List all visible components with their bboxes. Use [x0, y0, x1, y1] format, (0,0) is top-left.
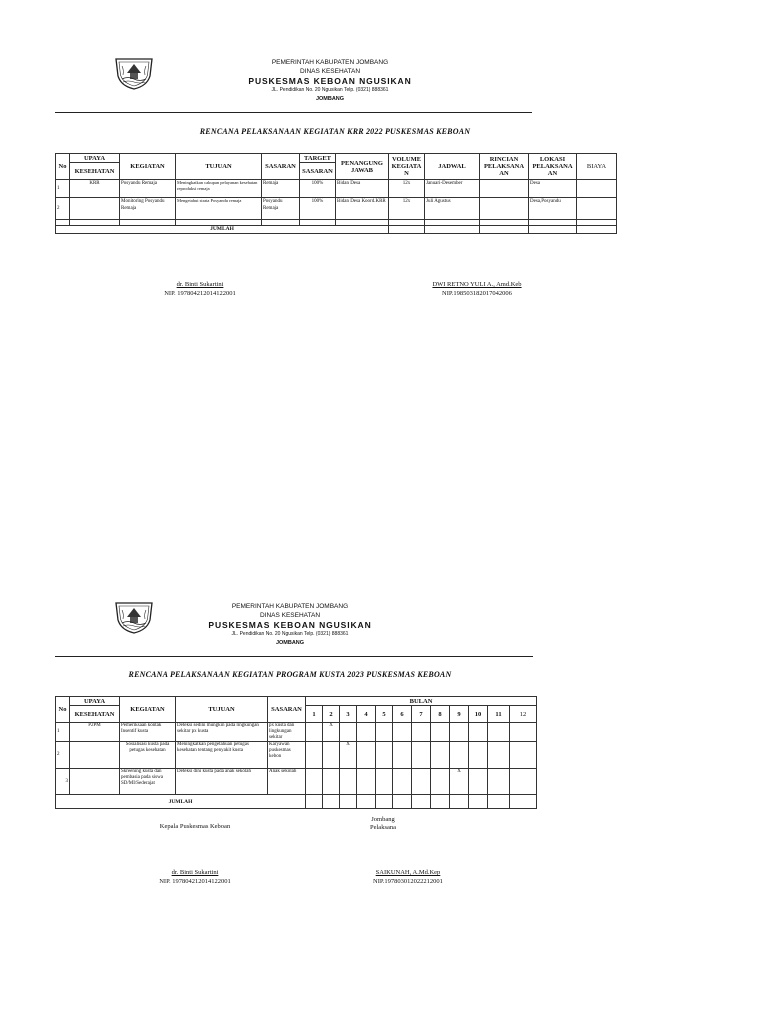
doc2-title: RENCANA PELAKSANAAN KEGIATAN PROGRAM KUSTA 2023 PUSKESMAS KEBOAN [128, 670, 452, 679]
header-no: No [56, 154, 70, 180]
signer-left-nip: NIP. 197804212014122001 [164, 290, 236, 297]
cell-month-mark [340, 723, 357, 742]
cell-volume: 12x [389, 198, 425, 220]
cell-month-mark [510, 723, 537, 742]
cell-month-mark [376, 723, 393, 742]
cell-upaya [70, 769, 120, 795]
cell-month-mark [393, 723, 412, 742]
cell-rincian [480, 180, 529, 198]
header-kesehatan: KESEHATAN [70, 706, 120, 723]
header-penanggung-jawab: PENANGUNG JAWAB [336, 154, 389, 180]
cell-month-mark [357, 723, 376, 742]
header-month: 12 [510, 706, 537, 723]
header-tujuan: TUJUAN [176, 697, 268, 723]
cell-month-mark [306, 742, 323, 769]
cell-month-mark [357, 742, 376, 769]
kop-government-line: PEMERINTAH KABUPATEN JOMBANG [271, 59, 389, 66]
cell-month-mark: X [323, 723, 340, 742]
header-month: 11 [488, 706, 510, 723]
cell-kegiatan: Pemeriksaan kontak Insentif kusta [120, 723, 176, 742]
header-rincian: RINCIAN PELAKSANA AN [480, 154, 529, 180]
cell-month-mark [393, 769, 412, 795]
cell-kegiatan: Monitoring Posyandu Remaja [120, 198, 176, 220]
cell-jadwal: Juli Agustus [425, 198, 480, 220]
header-jadwal: JADWAL [425, 154, 480, 180]
cell-biaya [577, 180, 617, 198]
header-tujuan: TUJUAN [176, 154, 262, 180]
cell-sasaran: Karyawan puskesmas kebon [268, 742, 306, 769]
header-lokasi: LOKASI PELAKSANA AN [529, 154, 577, 180]
table-row [56, 742, 537, 769]
cell-month-mark [357, 769, 376, 795]
header-month: 3 [340, 706, 357, 723]
cell-month-mark [323, 742, 340, 769]
signer-right-nip: NIP.198503182017042006 [442, 290, 512, 297]
header-month: 4 [357, 706, 376, 723]
cell-sasaran: Posyandu Remaja [262, 198, 300, 220]
cell-month-mark [488, 769, 510, 795]
table-row-total [56, 226, 617, 234]
cell-tujuan: Meningkatkan pengetahuan petugas kesehatan tentang penyakit kusta [176, 742, 268, 769]
cell-biaya [577, 198, 617, 220]
cell-penanggung-jawab: Bidan Desa Koord.KRR [336, 198, 389, 220]
header-month: 6 [393, 706, 412, 723]
cell-tujuan: Mengetahui strata Posyandu remaja [176, 198, 262, 220]
table-row [56, 723, 537, 742]
cell-tujuan: Deteksi sedini mungkin pada lingkungan sekitar px kusta [176, 723, 268, 742]
table-row [56, 769, 537, 795]
kop-address: JL. Pendidikan No. 20 Ngusikan Telp. (0321) 888361 [231, 631, 349, 637]
signer-left-name: dr. Binti Sukartini [171, 869, 219, 876]
cell-kegiatan: Posyandu Remaja [120, 180, 176, 198]
cell-month-mark [510, 742, 537, 769]
cell-month-mark [431, 742, 450, 769]
cell-upaya: P2PM [70, 723, 120, 742]
cell-month-mark [469, 723, 488, 742]
cell-no: 2 [56, 742, 70, 769]
cell-month-mark [431, 769, 450, 795]
cell-month-mark [306, 723, 323, 742]
header-sasaran: SASARAN [262, 154, 300, 180]
cell-month-mark [306, 769, 323, 795]
header-volume: VOLUME KEGIATA N [389, 154, 425, 180]
signer-right-name: SAIKUNAH, A.Md.Kep [375, 869, 441, 876]
cell-month-mark [412, 742, 431, 769]
jumlah-label: JUMLAH [56, 795, 306, 809]
cell-month-mark [431, 723, 450, 742]
cell-month-mark [412, 723, 431, 742]
cell-month-mark: X [340, 742, 357, 769]
header-target: TARGET [300, 154, 336, 163]
kusta-plan-table [55, 696, 537, 809]
kop-department-line: DINAS KESEHATAN [259, 612, 321, 619]
header-no: No [56, 697, 70, 723]
header-month: 10 [469, 706, 488, 723]
header-sasaran: SASARAN [268, 697, 306, 723]
kop-government-line: PEMERINTAH KABUPATEN JOMBANG [231, 603, 349, 610]
cell-target: 100% [300, 180, 336, 198]
cell-sasaran: Anak sekolah [268, 769, 306, 795]
cell-month-mark [450, 723, 469, 742]
cell-lokasi: Desa [529, 180, 577, 198]
krr-plan-table [55, 153, 617, 234]
header-target-sasaran: SASARAN [300, 163, 336, 180]
cell-tujuan: Deteksi dini kusta pada anak sekolah [176, 769, 268, 795]
jombang-emblem-logo [113, 54, 155, 90]
cell-target: 100% [300, 198, 336, 220]
kop-city: JOMBANG [275, 640, 305, 646]
header-month: 5 [376, 706, 393, 723]
cell-month-mark: X [450, 769, 469, 795]
table-row-total [56, 795, 537, 809]
cell-penanggung-jawab: Bidan Desa [336, 180, 389, 198]
table-row [56, 198, 617, 220]
cell-month-mark [323, 769, 340, 795]
cell-no: 1 [56, 723, 70, 742]
cell-month-mark [510, 769, 537, 795]
signer-left-nip: NIP. 197804212014122001 [159, 878, 231, 885]
signer-right-name: DWI RETNO YULI A., Amd.Keb [432, 281, 522, 288]
cell-no: 2 [56, 198, 70, 220]
cell-no: 3 [56, 769, 70, 795]
header-kesehatan: KESEHATAN [70, 163, 120, 180]
table-row [56, 180, 617, 198]
header-kegiatan: KEGIATAN [120, 154, 176, 180]
kop-puskesmas-name: PUSKESMAS KEBOAN NGUSIKAN [208, 620, 372, 630]
header-month: 9 [450, 706, 469, 723]
header-month: 8 [431, 706, 450, 723]
cell-upaya: KRR [70, 180, 120, 198]
cell-tujuan: Meningkatkan cakupan pelayanan kesehatan reproduksi remaja [176, 180, 262, 198]
cell-month-mark [469, 742, 488, 769]
signer-right-nip: NIP.197803012022212001 [373, 878, 443, 885]
cell-month-mark [376, 769, 393, 795]
kop-department-line: DINAS KESEHATAN [299, 68, 361, 75]
kop-divider-line [55, 656, 533, 657]
cell-rincian [480, 198, 529, 220]
signer-right-role: Pelaksana [370, 824, 396, 831]
cell-month-mark [488, 742, 510, 769]
kop-city: JOMBANG [315, 96, 345, 102]
header-upaya: UPAYA [70, 697, 120, 706]
jumlah-label: JUMLAH [56, 226, 389, 234]
cell-jadwal: Januari-Desember [425, 180, 480, 198]
signer-left-role: Kepala Puskesmas Keboan [159, 823, 231, 830]
kop-puskesmas-name: PUSKESMAS KEBOAN NGUSIKAN [248, 76, 412, 86]
cell-upaya [70, 198, 120, 220]
cell-kegiatan: Sosialisasi kusta pada petugas kesehatan [120, 742, 176, 769]
cell-month-mark [469, 769, 488, 795]
header-upaya: UPAYA [70, 154, 120, 163]
header-bulan: BULAN [306, 697, 537, 706]
header-biaya: BIAYA [577, 154, 617, 180]
cell-no: 1 [56, 180, 70, 198]
cell-lokasi: Desa,Posyandu [529, 198, 577, 220]
cell-sasaran: px kusta dan lingkungan sekitar [268, 723, 306, 742]
signer-left-name: dr. Binti Sukartini [176, 281, 224, 288]
cell-month-mark [450, 742, 469, 769]
cell-kegiatan: Skreening kusta dan pembasia pada siswa SD/MI/Sederajat [120, 769, 176, 795]
doc1-title: RENCANA PELAKSANAAN KEGIATAN KRR 2022 PUSKESMAS KEBOAN [199, 127, 471, 136]
cell-volume: 12x [389, 180, 425, 198]
header-kegiatan: KEGIATAN [120, 697, 176, 723]
header-month: 1 [306, 706, 323, 723]
kop-divider-line [55, 112, 532, 113]
signer-right-place: Jombang [371, 816, 395, 823]
cell-month-mark [393, 742, 412, 769]
cell-upaya [70, 742, 120, 769]
cell-sasaran: Remaja [262, 180, 300, 198]
kop-address: JL. Pendidikan No. 20 Ngusikan Telp. (0321) 888361 [271, 87, 389, 93]
cell-month-mark [376, 742, 393, 769]
cell-month-mark [412, 769, 431, 795]
cell-month-mark [340, 769, 357, 795]
header-month: 2 [323, 706, 340, 723]
cell-month-mark [488, 723, 510, 742]
header-month: 7 [412, 706, 431, 723]
